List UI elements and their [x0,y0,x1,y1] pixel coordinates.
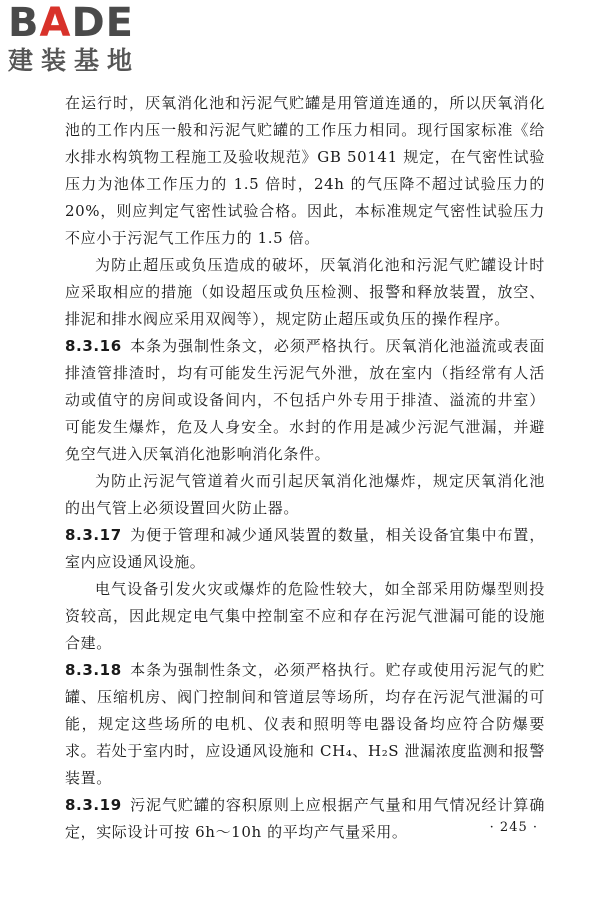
page-number: · 245 · [489,820,538,835]
clause-8-3-17 [65,522,545,576]
paragraph-overpressure-protection [65,252,545,333]
logo-wordmark [8,2,178,44]
paragraph-flashback-arrester [65,468,545,522]
paragraph-text: 为防止超压或负压造成的破坏，厌氧消化池和污泥气贮罐设计时应采取相应的措施（如设超压或负压检测、报警和释放装置，放空、排泥和排水阀应采用双阀等），规定防止超压或负压的操作程序。 [65,256,545,328]
document-body [65,90,545,846]
logo-letter-d: D [71,0,106,46]
clause-8-3-18 [65,657,545,792]
logo-subtitle: 建装基地 [8,46,141,75]
clause-text: 为便于管理和减少通风装置的数量，相关设备宜集中布置，室内应设通风设施。 [65,526,545,571]
paragraph-electrical-equipment [65,576,545,657]
clause-number: 8.3.17 [65,526,122,544]
clause-number: 8.3.18 [65,661,122,679]
clause-number: 8.3.16 [65,337,122,355]
bade-logo [8,2,178,82]
paragraph-text: 为防止污泥气管道着火而引起厌氧消化池爆炸，规定厌氧消化池的出气管上必须设置回火防止器。 [65,472,545,517]
paragraph-operation-pressure [65,90,545,252]
paragraph-text: 电气设备引发火灾或爆炸的危险性较大，如全部采用防爆型则投资较高，因此规定电气集中控制室不应和存在污泥气泄漏可能的设施合建。 [65,580,545,652]
paragraph-text: 在运行时，厌氧消化池和污泥气贮罐是用管道连通的，所以厌氧消化池的工作内压一般和污泥气贮罐的工作压力相同。现行国家标准《给水排水构筑物工程施工及验收规范》GB 50141 规定，在气密性试验压力为池体工作压力的 1.5 倍时，24h 的气压降不超过试验压力的 20%，则应判定气密性试验合格。因此，本标准规定气密性试验压力不应小于污泥气工作压力的 1.5 倍。 [65,94,545,247]
clause-number: 8.3.19 [65,796,122,814]
clause-text: 本条为强制性条文，必须严格执行。贮存或使用污泥气的贮罐、压缩机房、阀门控制间和管道层等场所，均存在污泥气泄漏的可能，规定这些场所的电机、仪表和照明等电器设备均应符合防爆要求。若处于室内时，应设通风设施和 CH₄、H₂S 泄漏浓度监测和报警装置。 [65,661,545,787]
logo-letter-b: B [8,0,40,46]
clause-8-3-19 [65,792,545,846]
clause-text: 污泥气贮罐的容积原则上应根据产气量和用气情况经计算确定，实际设计可按 6h～10h 的平均产气量采用。 [65,796,545,841]
logo-letter-a: A [39,0,72,46]
clause-text: 本条为强制性条文，必须严格执行。厌氧消化池溢流或表面排渣管排渣时，均有可能发生污泥气外泄，放在室内（指经常有人活动或值守的房间或设备间内，不包括户外专用于排渣、溢流的井室）可能发生爆炸，危及人身安全。水封的作用是减少污泥气泄漏，并避免空气进入厌氧消化池影响消化条件。 [65,337,545,463]
clause-8-3-16 [65,333,545,468]
logo-letter-e: E [105,0,134,46]
